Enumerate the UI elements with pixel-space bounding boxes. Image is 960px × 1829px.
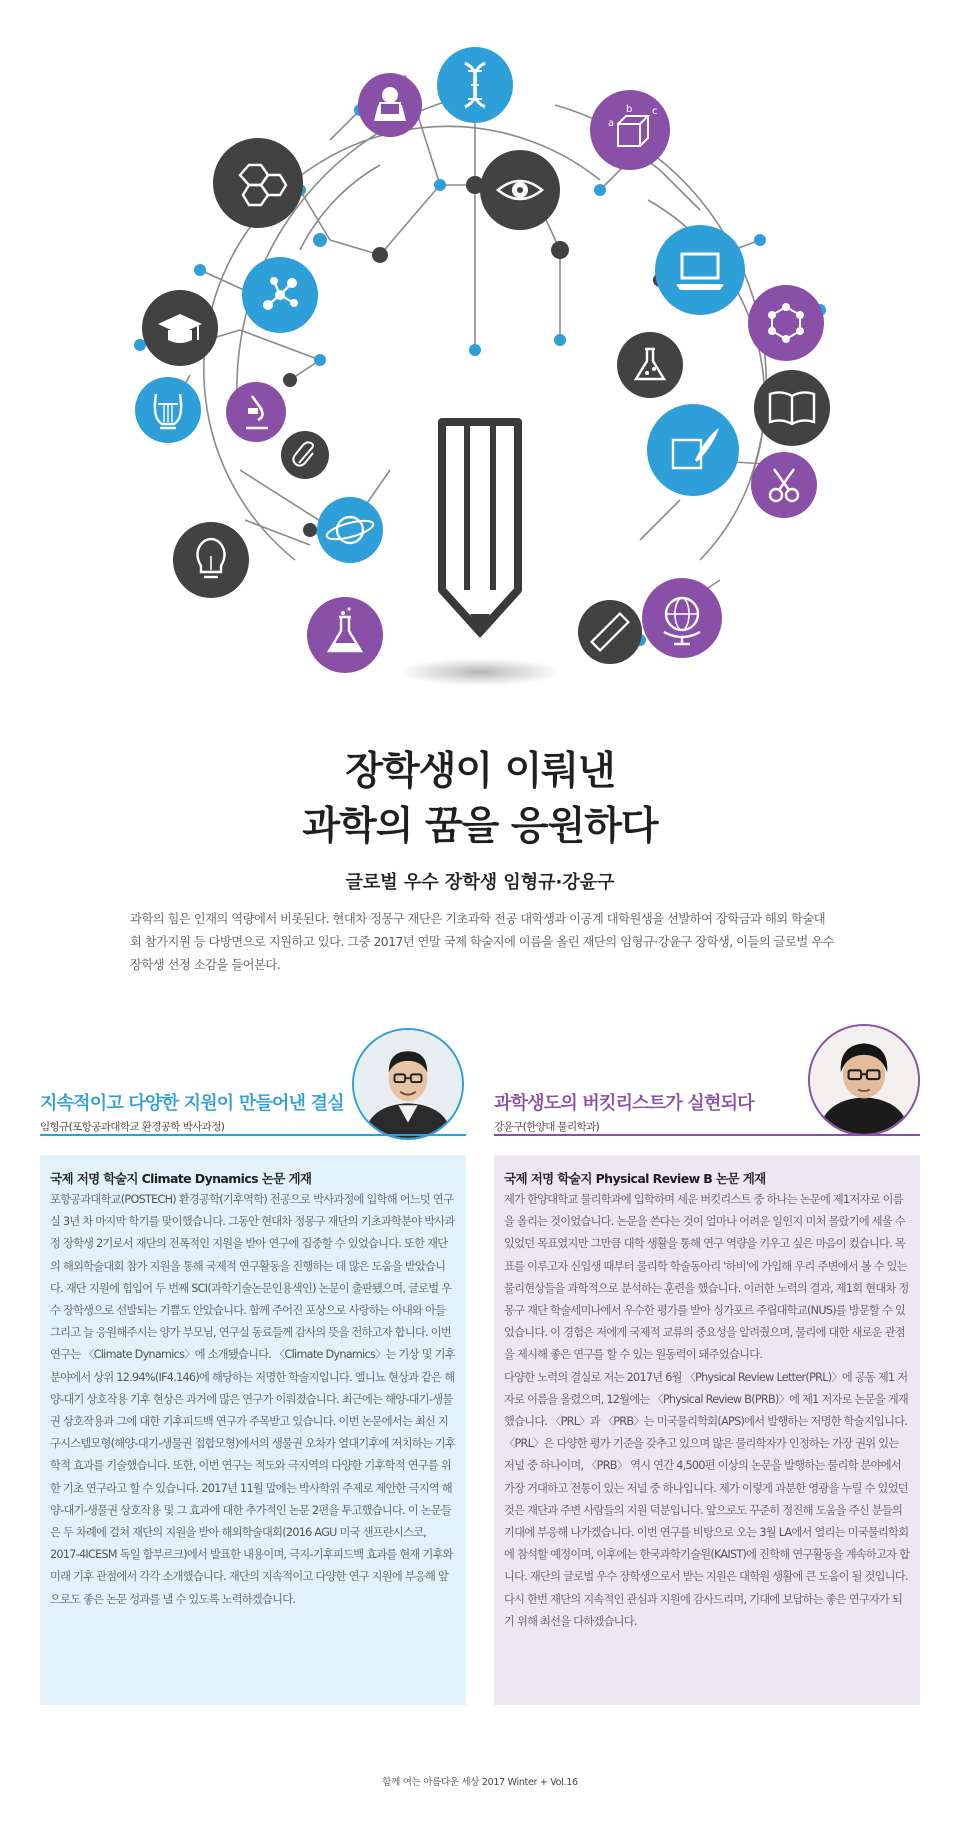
hexagon-nodes-icon: [748, 285, 824, 361]
left-article-card: [40, 1155, 466, 1705]
left-heading: 지속적이고 다양한 지원이 만들어낸 결실: [40, 1093, 344, 1114]
eye-icon: [480, 150, 560, 230]
avatar-lim: [352, 1028, 464, 1140]
globe-icon: [642, 578, 722, 658]
left-divider: [40, 1134, 466, 1136]
molecule-hexagon-icon: [213, 138, 303, 228]
paperclip-icon: [281, 431, 329, 479]
dna-icon: [437, 47, 513, 123]
planet-icon: [317, 497, 383, 563]
left-card-title: 국제 저명 학술지 Climate Dynamics 논문 게재: [50, 1171, 312, 1186]
left-card-body: 포항공과대학교(POSTECH) 환경공학(기후역학) 전공으로 박사과정에 입학해 어느덧 연구실 3년 차 마지막 학기를 맞이했습니다. 그동안 현대차 정몽구 재단의 기초과학분야 박사과정 장학생 2기로서 재단의 전폭적인 지원을 받아 연구에 집중할 수 있었습니다. 또한 재단의 해외학술대회 참가 지원을 통해 국제적 연구활동을 진행하는 데 많은 도움을 받았습니다. 재단 지원에 힘입어 두 번째 SCI(과학기술논문인용색인) 논문이 출판됐으며, 글로벌 우수 장학생으로 선발되는 기쁨도 안았습니다. 함께 주어진 포상으로 사랑하는 아내와 아들 그리고 늘 응원해주시는 양가 부모님, 연구실 동료들께 감사의 뜻을 전하고자 합니다. 이번 연구는 〈Climate Dynamics〉에 소개됐습니다. 〈Climate Dynamics〉는 기상 및 기후 분야에서 상위 12.94%(IF4.146)에 해당하는 저명한 학술지입니다. 엘니뇨 현상과 같은 해양-대기 상호작용 기후 현상은 과거에 많은 연구가 이뤄졌습니다. 최근에는 해양-대기-생물권 상호작용과 그에 대한 기후피드백 연구가 주목받고 있습니다. 이번 논문에서는 최신 지구시스템모형(해양-대기-생물권 접합모형)에서의 생물권 오차가 열대기후에 저치하는 기후학적 효과를 기술했습니다. 또한, 이번 연구는 적도와 극지역의 다양한 기후학적 연구를 위한 기초 연구라고 할 수 있습니다. 2017년 11월 말에는 박사학위 주제로 제안한 극지역 해양-대기-생물권 상호작용 및 그 효과에 대한 추가적인 논문 2편을 투고했습니다. 이 논문들은 두 차례에 걸쳐 재단의 지원을 받아 해외학술대회(2016 AGU 미국 샌프란시스코, 2017-4ICESM 독일 함부르크)에서 발표한 내용이며, 극지-기후피드백 효과를 현재 기후와 미래 기후 관점에서 각각 소개했습니다. 재단의 지속적이고 다양한 연구 지원에 부응해 앞으로도 좋은 논문 성과를 낼 수 있도록 노력하겠습니다.: [50, 1193, 456, 1606]
right-article-card: [494, 1155, 920, 1705]
lyre-icon: [135, 377, 201, 443]
page-title-line1: 장학생이 이뤄낸: [345, 749, 615, 794]
pencil-icon: [398, 422, 562, 686]
cube-abc-icon: [590, 90, 670, 170]
microscope-icon: [226, 382, 286, 442]
svg-text:a: a: [608, 118, 615, 129]
quill-scroll-icon: [647, 404, 739, 496]
intro-paragraph: 과학의 힘은 인재의 역량에서 비롯된다. 현대차 정몽구 재단은 기초과학 전공 대학생과 이공계 대학원생을 선발하여 장학금과 해외 학술대회 참가지원 등 다방면으로 지원하고 있다. 그중 2017년 연말 국제 학술지에 이름을 올린 재단의 임형규·강윤구 장학생, 이들의 글로벌 우수 장학생 선정 소감을 들어본다.: [130, 912, 834, 972]
right-person-caption: 강윤구(한양대 물리학과): [494, 1121, 600, 1133]
network-icon: [242, 257, 318, 333]
avatar-kang: [808, 1024, 920, 1136]
lightbulb-icon: [173, 522, 249, 598]
right-card-body-2: 다양한 노력의 결실로 저는 2017년 6월 〈Physical Review Letter(PRL)〉에 공동 제1 저자로 이름을 올렸으며, 12월에는 〈Physical Review B(PRB)〉에 제1 저자로 논문을 게재했습니다. 〈PRL〉과 〈PRB〉는 미국물리학회(APS)에서 발행하는 저명한 학술지입니다. 〈PRL〉은 다양한 평가 기준을 갖추고 있으며 많은 물리학자가 인정하는 가장 권위 있는 저널 중 하나이며, 〈PRB〉 역시 연간 4,500편 이상의 논문을 발행하는 물리학 분야에서 가장 거대하고 전통이 있는 저널 중 하나입니다. 제가 이렇게 과분한 영광을 누릴 수 있었던 것은 재단과 주변 사람들의 지원 덕분입니다. 앞으로도 꾸준히 정진해 도움을 주신 분들의 기대에 부응해 나가겠습니다. 이번 연구를 비탕으로 오는 3월 LA에서 열리는 미국물리학회에 참석할 예정이며, 이후에는 한국과학기술원(KAIST)에 진학해 연구활동을 계속하고자 합니다. 재단의 글로벌 우수 장학생으로서 받는 지원은 대학원 생활에 큰 도움이 될 것입니다. 다시 한번 재단의 지속적인 관심과 지원에 감사드리며, 기대에 보답하는 좋은 연구자가 되기 위해 최선을 다하겠습니다.: [504, 1370, 910, 1628]
laptop-icon: [655, 225, 745, 315]
right-heading: 과학생도의 버킷리스트가 실현되다: [494, 1093, 754, 1114]
beaker-icon: [307, 597, 383, 673]
right-card-title: 국제 저명 학술지 Physical Review B 논문 게재: [504, 1171, 766, 1186]
ruler-icon: [578, 600, 642, 664]
hero-illustration: [0, 0, 960, 700]
reading-person-icon: [358, 73, 422, 137]
svg-text:b: b: [626, 104, 633, 115]
page-subtitle: 글로벌 우수 장학생 임형규·강윤구: [345, 872, 615, 893]
book-icon: [754, 370, 830, 446]
page-title-line2: 과학의 꿈을 응원하다: [302, 804, 658, 849]
graduation-cap-icon: [142, 290, 218, 366]
flask-icon: [617, 332, 683, 398]
left-person-caption: 임형규(포항공과대학교 환경공학 박사과정): [40, 1121, 225, 1133]
page-footer: 함께 여는 아름다운 세상 2017 Winter + Vol.16: [382, 1777, 578, 1788]
scissors-icon: [751, 452, 817, 518]
right-divider: [494, 1134, 920, 1136]
right-card-body-1: 제가 한양대학교 물리학과에 입학하며 세운 버킷리스트 중 하나는 논문에 제1저자로 이름을 올리는 것이었습니다. 논문을 쓴다는 것이 얼마나 어려운 일인지 미처 몰랐기에 세울 수 있었던 목표였지만 그만큼 대학 생활을 통해 연구 역량을 키우고 싶은 마음이 컸습니다. 목표를 이루고자 신입생 때부터 물리학 학술동아리 '하비'에 가입해 우리 주변에서 볼 수 있는 물리현상들을 과학적으로 분석하는 훈련을 했습니다. 이러한 노력의 결과, 제1회 현대차 정몽구 재단 학술세미나에서 우수한 평가를 받아 싱가포르 주립대학교(NUS)를 방문할 수 있었습니다. 이 경험은 저에게 국제적 교류의 중요성을 알려줬으며, 물리에 대한 새로운 관점을 제시해 좋은 연구를 할 수 있는 원동력이 돼주었습니다.: [504, 1193, 909, 1362]
svg-text:c: c: [652, 106, 658, 117]
